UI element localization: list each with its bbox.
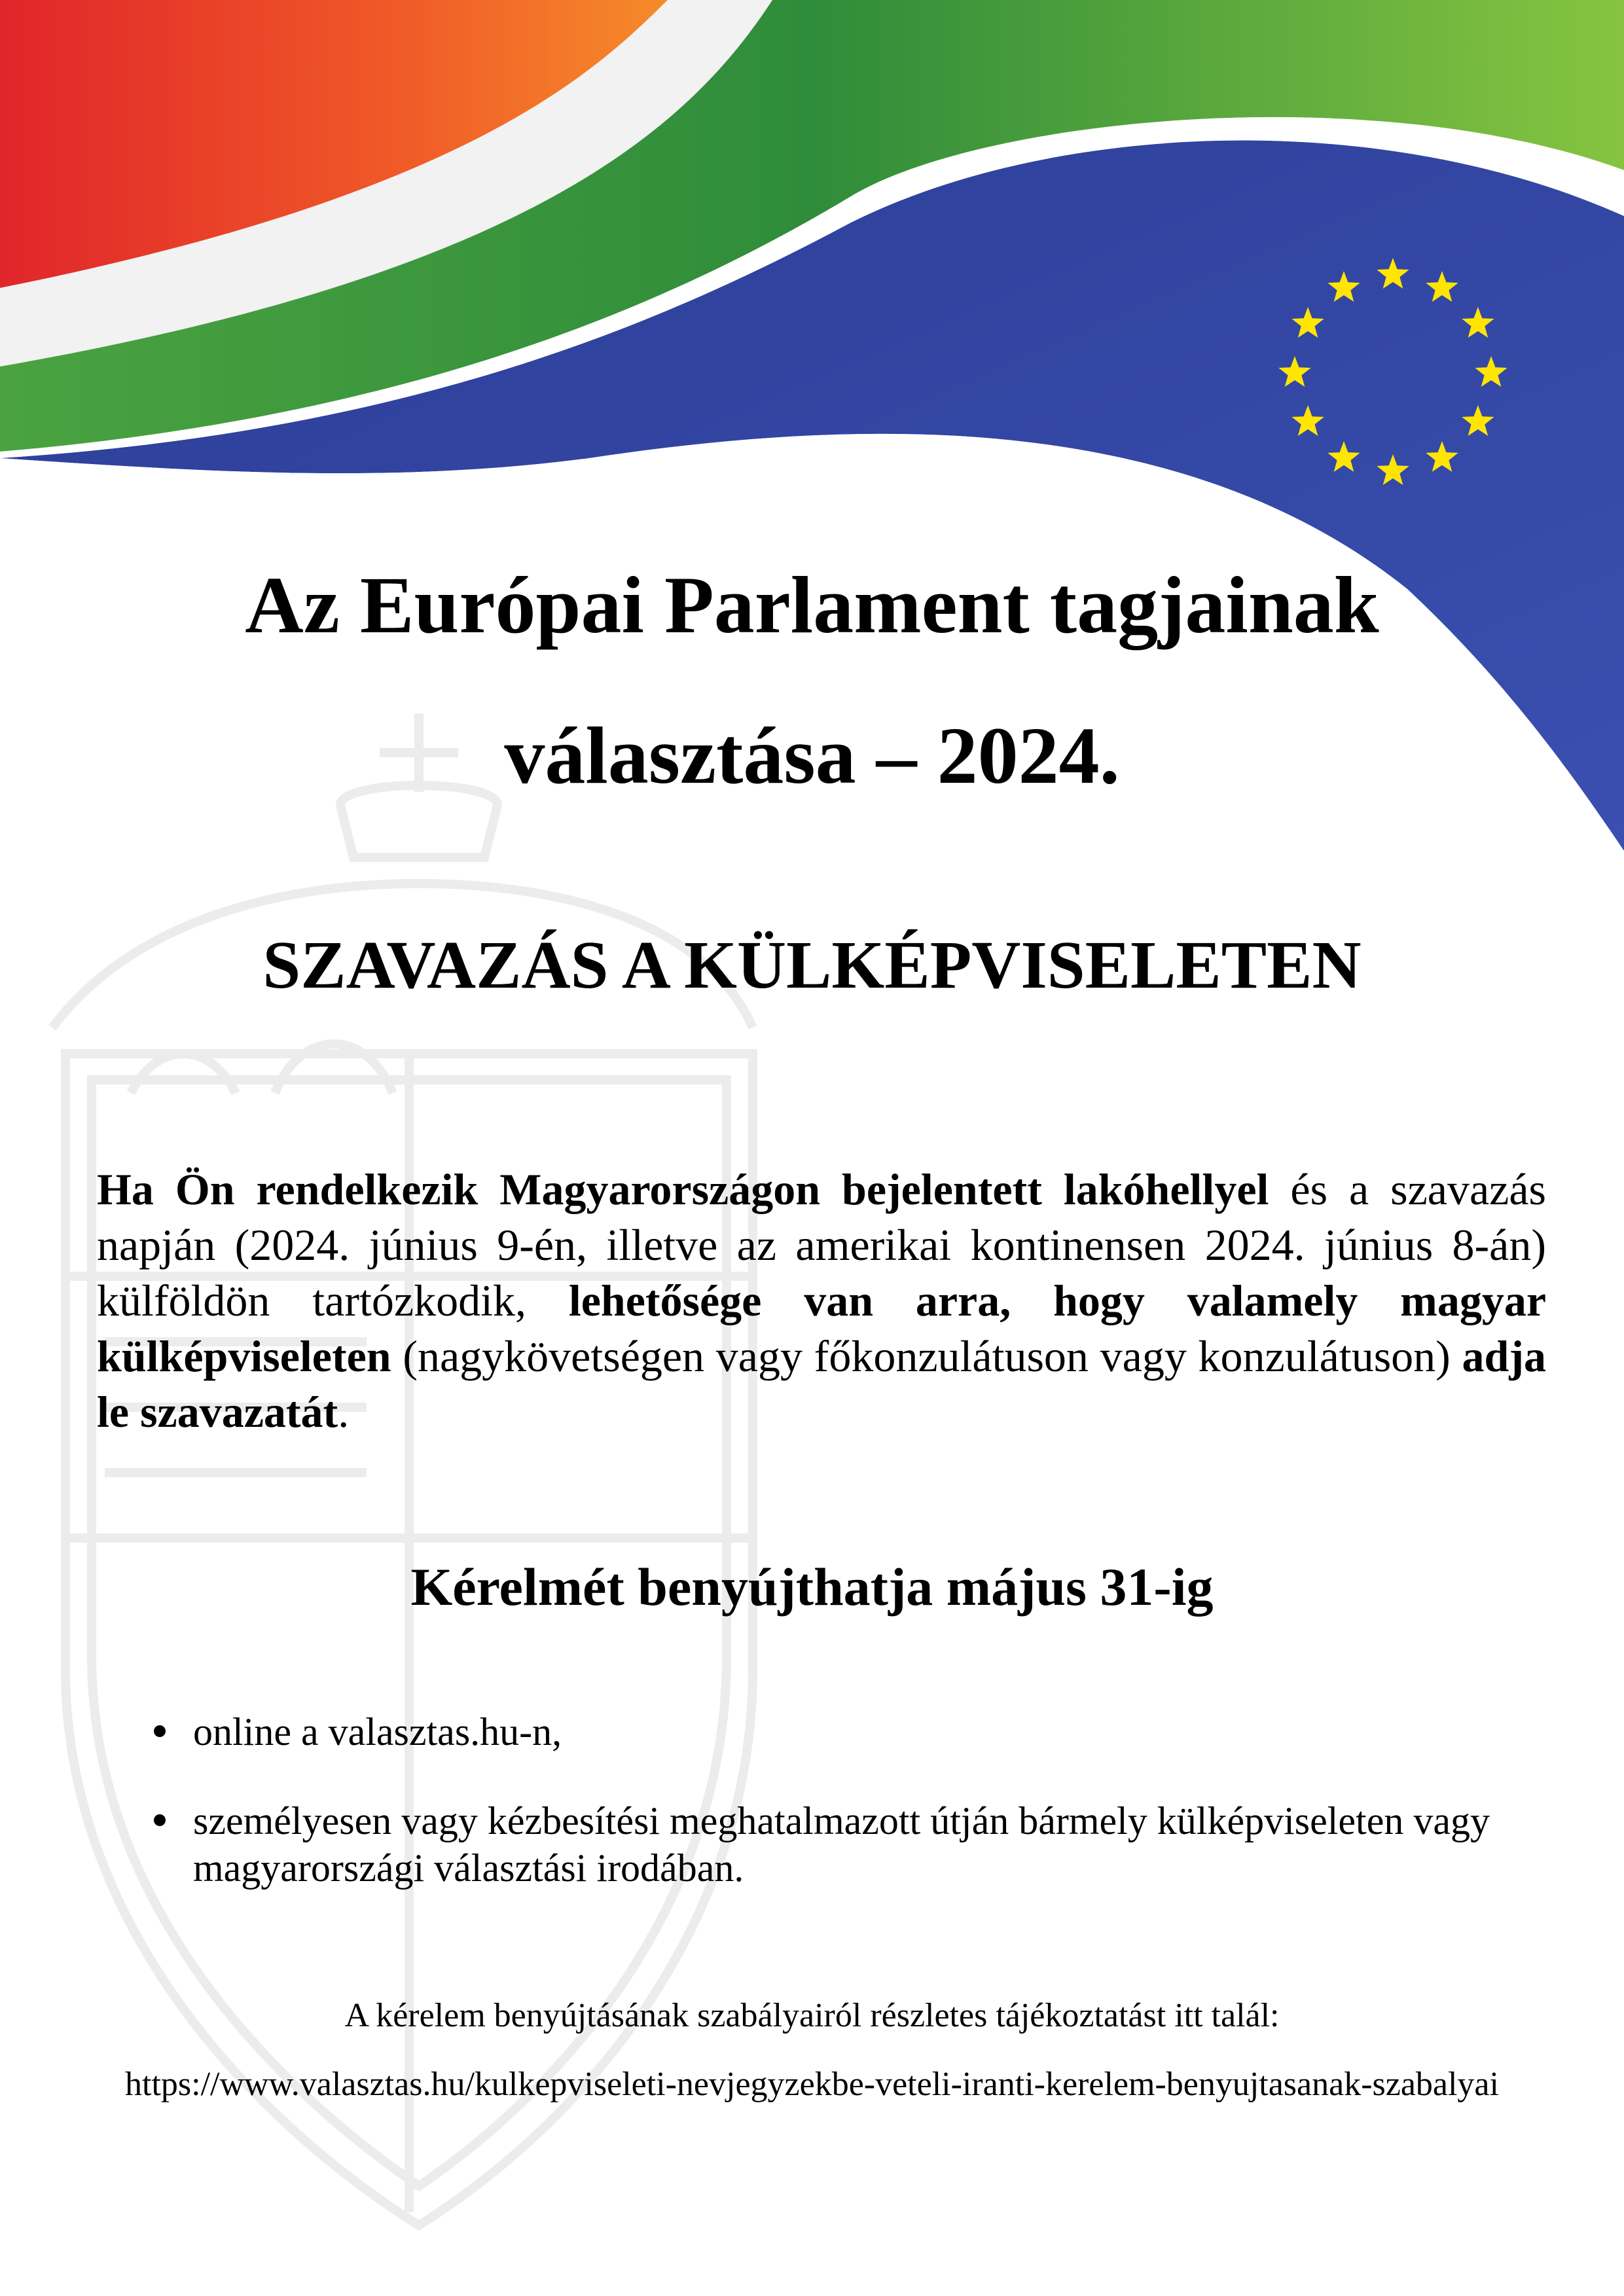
list-item (154, 1708, 1542, 1755)
bullet-icon (154, 1725, 166, 1737)
page-title (0, 530, 1624, 831)
body-text-4: (nagykövetségen vagy főkonzulátuson vagy konzulátuson) (391, 1331, 1462, 1381)
body-bold-1: Ha Ön rendelkezik Magyarországon bejelentett lakóhellyel (97, 1164, 1269, 1214)
title-line-2: választása – 2024. (504, 711, 1120, 800)
page-subtitle: SZAVAZÁS A KÜLKÉPVISELETEN (262, 927, 1362, 1003)
info-url-link[interactable]: https://www.valasztas.hu/kulkepviseleti-nevjegyzekbe-veteli-iranti-kerelem-benyujtasanak-szabalyai (125, 2066, 1499, 2103)
bullet-text: online a valasztas.hu-n, (193, 1710, 562, 1753)
deadline-heading: Kérelmét benyújthatja május 31-ig (410, 1557, 1214, 1617)
body-paragraph (97, 1162, 1546, 1440)
body-text-6: . (338, 1387, 350, 1437)
bullet-list (154, 1708, 1542, 1933)
list-item (154, 1797, 1542, 1892)
title-line-1: Az Európai Parlament tagjainak (245, 560, 1379, 650)
body-bold-5: adja le szavazatát (97, 1331, 1546, 1437)
info-text: A kérelem benyújtásának szabályairól részletes tájékoztatást itt talál: (344, 1997, 1280, 2034)
bullet-text: személyesen vagy kézbesítési meghatalmazott útján bármely külképviseleten vagy magyarországi választási irodában. (193, 1799, 1490, 1890)
body-text-2: és a szavazás napján (2024. június 9-én, illetve az amerikai kontinensen 2024. június 8-án) külföldön tartózkodik, (97, 1164, 1546, 1325)
body-bold-3: lehetősége van arra, hogy valamely magyar külképviseleten (97, 1276, 1547, 1381)
bullet-icon (154, 1814, 166, 1826)
